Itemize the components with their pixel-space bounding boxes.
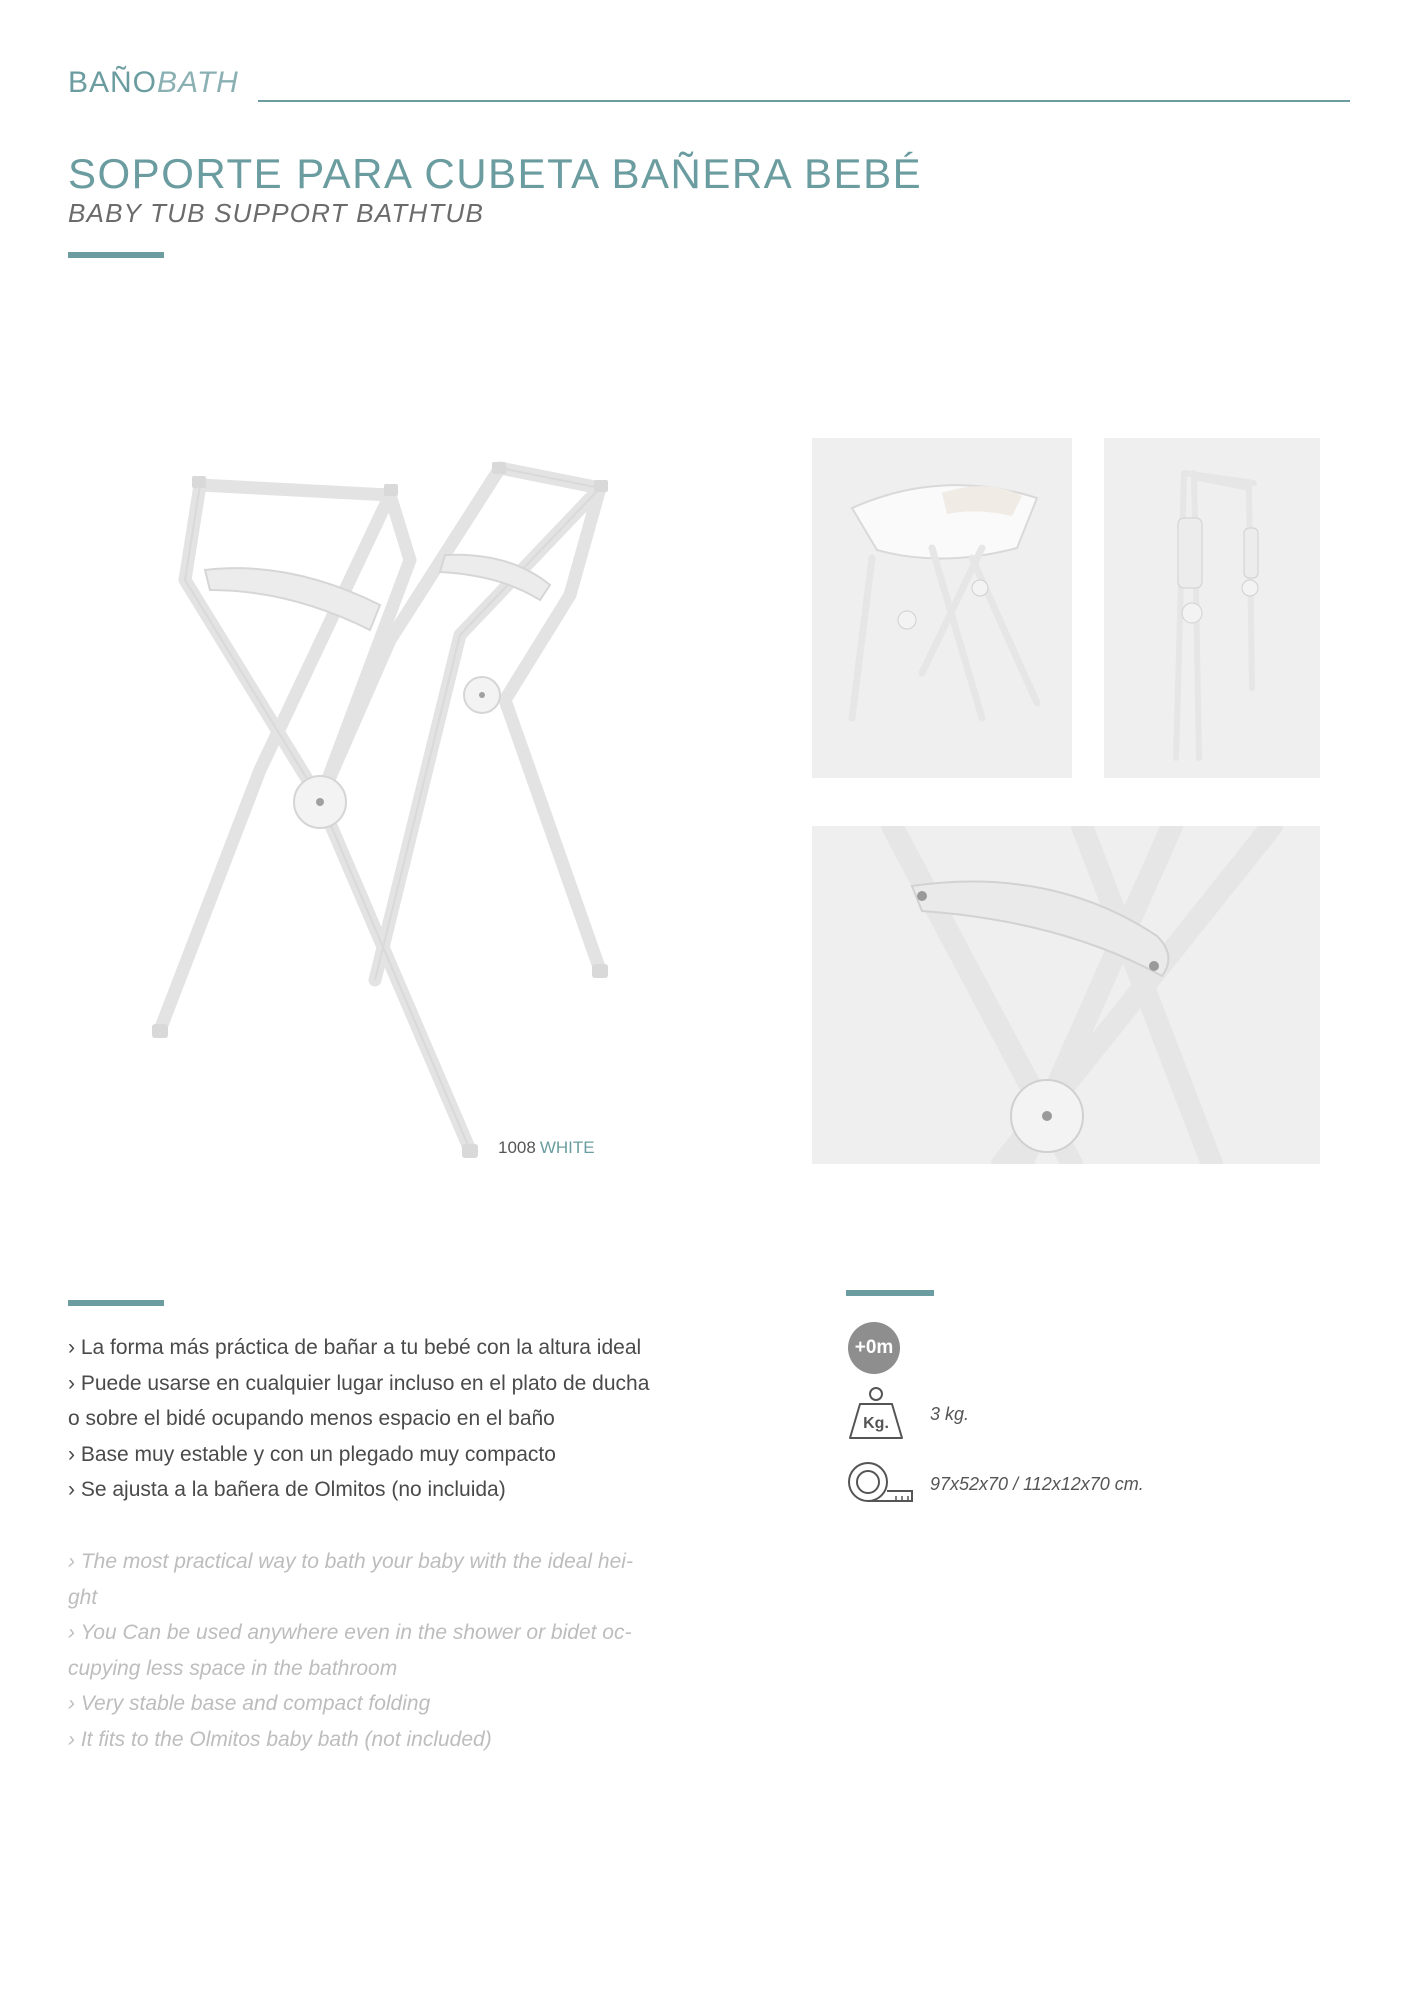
- description-en: [68, 1544, 728, 1757]
- description-en-line: ght: [68, 1585, 98, 1609]
- weight-value: 3 kg.: [930, 1404, 970, 1424]
- product-subtitle: BABY TUB SUPPORT BATHTUB: [68, 198, 484, 228]
- specs-divider: [846, 1290, 934, 1296]
- section-label-es: BAÑO: [68, 66, 158, 99]
- description-es-line: › Base muy estable y con un plegado muy compacto: [68, 1442, 556, 1466]
- photo-stand-detail: [812, 826, 1320, 1164]
- description-divider: [68, 1300, 164, 1306]
- section-label-en: BATH: [157, 66, 239, 99]
- sku-label: [498, 1138, 595, 1158]
- description-en-line: › It fits to the Olmitos baby bath (not included): [68, 1727, 492, 1751]
- description-es-line: › Se ajusta a la bañera de Olmitos (no incluida): [68, 1478, 506, 1501]
- section-heading: [68, 66, 239, 100]
- product-main-photo: [140, 440, 660, 1170]
- description-es-line: › Puede usarse en cualquier lugar incluso en el plato de ducha: [68, 1371, 650, 1395]
- description-en-line: cupying less space in the bathroom: [68, 1656, 398, 1680]
- product-title: SOPORTE PARA CUBETA BAÑERA BEBÉ: [68, 150, 923, 197]
- sku-color: WHITE: [539, 1138, 595, 1157]
- description-es-line: › La forma más práctica de bañar a tu bebé con la altura ideal: [68, 1336, 642, 1359]
- measuring-tape-icon: [846, 1458, 916, 1506]
- description-en-line: › Very stable base and compact folding: [68, 1692, 431, 1715]
- header-rule: [258, 100, 1350, 102]
- description-es: [68, 1330, 728, 1508]
- dimensions-value: 97x52x70 / 112x12x70 cm.: [930, 1474, 1144, 1494]
- photo-stand-with-tub: [812, 438, 1072, 778]
- description-es-line: o sobre el bidé ocupando menos espacio en el baño: [68, 1407, 555, 1430]
- sku-number: 1008: [498, 1138, 536, 1157]
- title-underline: [68, 252, 164, 258]
- weight-icon: [846, 1386, 906, 1442]
- description-en-line: › You Can be used anywhere even in the shower or bidet oc-: [68, 1621, 632, 1644]
- weight-icon-label: Kg.: [863, 1415, 889, 1432]
- age-badge: +0m: [848, 1322, 900, 1374]
- description-en-line: › The most practical way to bath your baby with the ideal hei-: [68, 1550, 633, 1573]
- photo-stand-folded: [1104, 438, 1320, 778]
